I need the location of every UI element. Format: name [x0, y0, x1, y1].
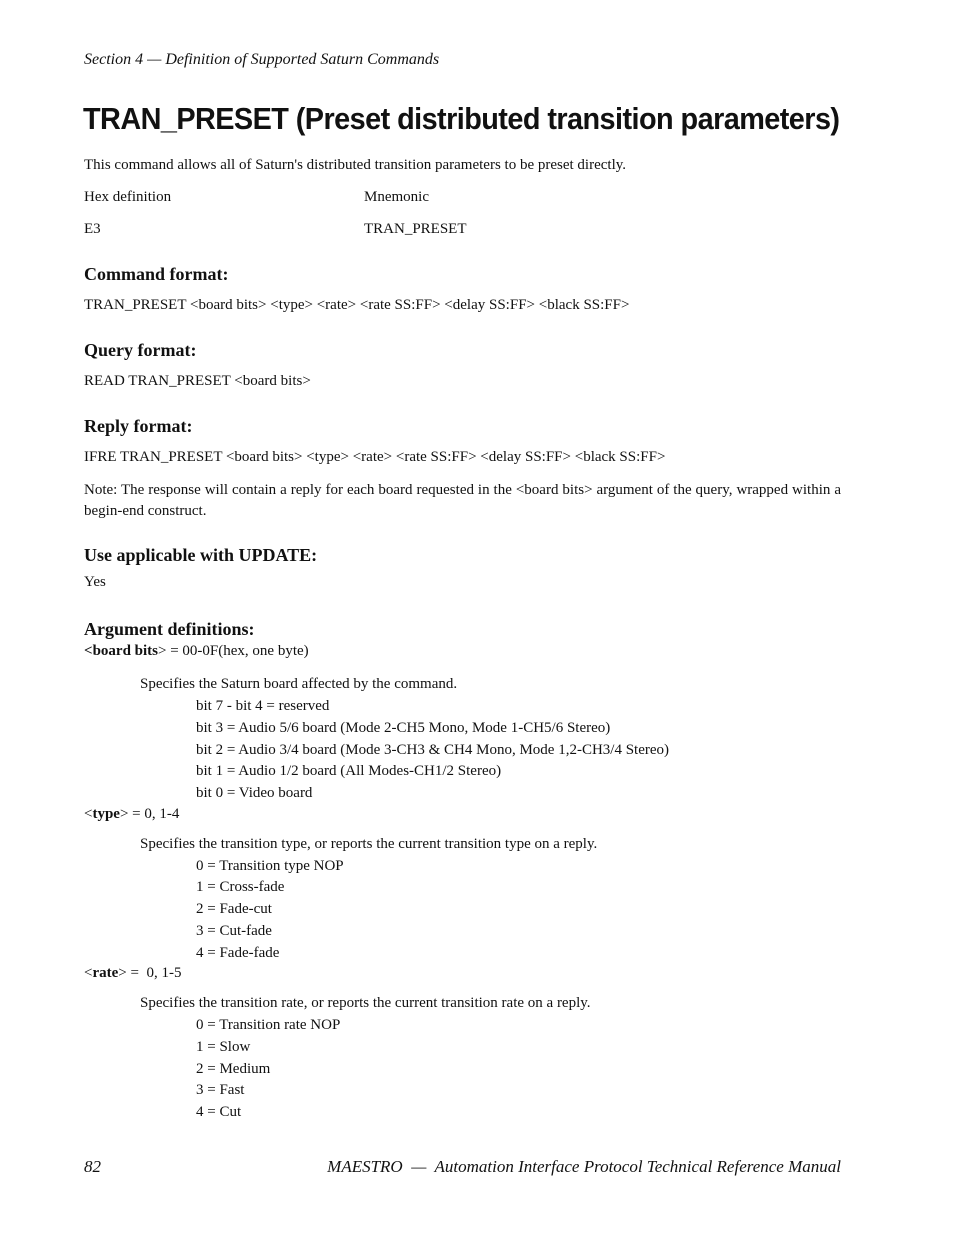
- argument-definitions-heading: Argument definitions:: [84, 619, 255, 639]
- command-format-text: TRAN_PRESET <board bits> <type> <rate> <rate SS:FF> <delay SS:FF> <black SS:FF>: [84, 297, 630, 313]
- list-item: 2 = Medium: [196, 1061, 271, 1077]
- type-description: Specifies the transition type, or reports the current transition type on a reply.: [140, 836, 598, 852]
- running-header: Section 4 — Definition of Supported Saturn Commands: [84, 51, 440, 68]
- list-item: bit 3 = Audio 5/6 board (Mode 2-CH5 Mono, Mode 1-CH5/6 Stereo): [196, 720, 611, 736]
- list-item: 4 = Cut: [196, 1104, 242, 1120]
- list-item: bit 1 = Audio 1/2 board (All Modes-CH1/2 Stereo): [196, 763, 502, 779]
- update-value: Yes: [84, 574, 106, 590]
- board-bits-description: Specifies the Saturn board affected by the command.: [140, 676, 458, 692]
- update-heading: Use applicable with UPDATE:: [84, 545, 318, 565]
- type-name: type: [92, 806, 120, 822]
- reply-note: Note: The response will contain a reply for each board requested in the <board bits> argument of the query, wrapped within a begin-end construct.: [84, 482, 841, 519]
- page-number: 82: [84, 1157, 101, 1176]
- hex-definition-label: Hex definition: [84, 189, 172, 205]
- mnemonic-value: TRAN_PRESET: [364, 221, 467, 237]
- list-item: bit 0 = Video board: [196, 785, 313, 801]
- list-item: 3 = Cut-fade: [196, 923, 272, 939]
- rate-name: rate: [92, 965, 119, 981]
- reply-format-text: IFRE TRAN_PRESET <board bits> <type> <rate> <rate SS:FF> <delay SS:FF> <black SS:FF>: [84, 449, 666, 465]
- board-bits-range: > = 00-0F(hex, one byte): [158, 643, 309, 659]
- board-bits-definition: [84, 643, 309, 660]
- hex-definition-value: E3: [84, 221, 101, 237]
- list-item: bit 2 = Audio 3/4 board (Mode 3-CH3 & CH4 Mono, Mode 1,2-CH3/4 Stereo): [196, 742, 670, 758]
- list-item: 0 = Transition rate NOP: [196, 1017, 341, 1033]
- rate-description: Specifies the transition rate, or reports the current transition rate on a reply.: [140, 995, 591, 1011]
- footer-manual-title: MAESTRO — Automation Interface Protocol Technical Reference Manual: [327, 1157, 841, 1176]
- rate-definition: [84, 965, 181, 982]
- list-item: 3 = Fast: [196, 1082, 245, 1098]
- rate-open: <: [84, 965, 93, 981]
- intro-paragraph: This command allows all of Saturn's distributed transition parameters to be preset directly.: [84, 157, 627, 173]
- list-item: bit 7 - bit 4 = reserved: [196, 698, 330, 714]
- list-item: 0 = Transition type NOP: [196, 858, 344, 874]
- list-item: 2 = Fade-cut: [196, 901, 272, 917]
- query-format-text: READ TRAN_PRESET <board bits>: [84, 373, 311, 389]
- page-title: TRAN_PRESET (Preset distributed transition parameters): [83, 101, 840, 136]
- query-format-heading: Query format:: [84, 340, 197, 360]
- type-definition: [84, 806, 179, 823]
- list-item: 4 = Fade-fade: [196, 945, 280, 961]
- mnemonic-label: Mnemonic: [364, 189, 429, 205]
- list-item: 1 = Slow: [196, 1039, 251, 1055]
- type-range: > = 0, 1-4: [119, 806, 180, 822]
- reply-format-heading: Reply format:: [84, 416, 193, 436]
- command-format-heading: Command format:: [84, 264, 229, 284]
- board-bits-open: <: [84, 643, 93, 659]
- rate-range: > = 0, 1-5: [118, 965, 182, 981]
- type-open: <: [84, 806, 93, 822]
- board-bits-name: board bits: [92, 643, 158, 659]
- list-item: 1 = Cross-fade: [196, 879, 285, 895]
